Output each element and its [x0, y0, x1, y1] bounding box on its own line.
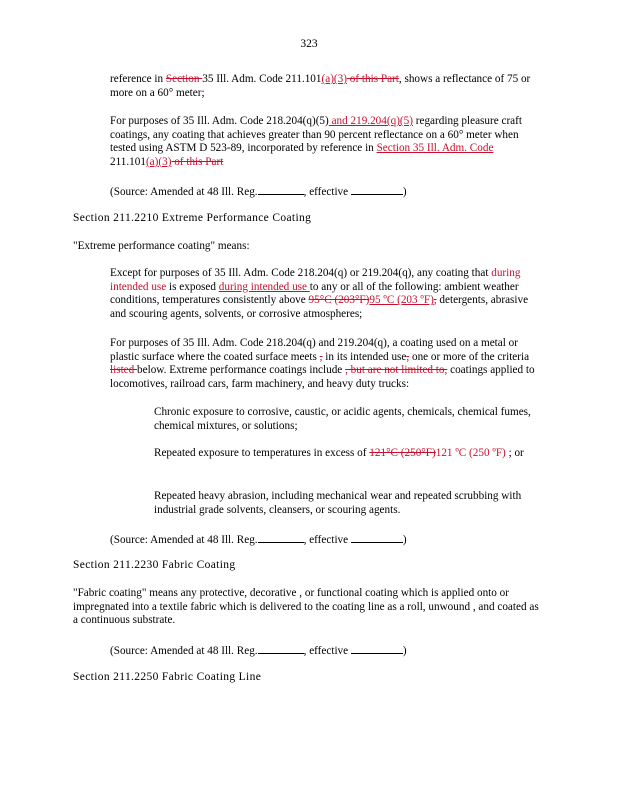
criterion-abrasion: Repeated heavy abrasion, including mechanical wear and repeated scrubbing with industrial grade solvents, cleansers, or scouring agents. [154, 490, 522, 516]
text: , shows a reflectance of 75 or more on a 60° meter; [110, 73, 531, 99]
deleted-text: 95°C (203°F) [308, 294, 370, 307]
text: one or more of the criteria [409, 350, 530, 363]
text: below. Extreme performance coatings include [137, 364, 346, 377]
inserted-text: (a)(3) [321, 73, 347, 85]
blank-line [351, 532, 403, 543]
text: to any or all of the following: ambient weather conditions, temperatures consistently above [110, 280, 519, 307]
definition-fabric-coating: "Fabric coating" means any protective, decorative , or functional coating which is applied onto or impregnated into a textile fabric which is delivered to the coating line as a roll, unwound , and coated as a continuous substrate. [73, 587, 539, 627]
section-heading-2250: Section 211.2250 Fabric Coating Line [73, 671, 262, 683]
text: (Source: Amended at 48 Ill. Reg. [110, 534, 258, 546]
section-heading-2210: Section 211.2210 Extreme Performance Coating [73, 212, 312, 224]
text: in its intended use [322, 350, 407, 363]
deleted-text: , [406, 350, 410, 363]
source-note-3 [110, 643, 540, 659]
deleted-text: , but are not limited to, [345, 364, 448, 377]
blank-line [258, 532, 304, 543]
text: 211.101 [110, 155, 146, 168]
deleted-text: Section [165, 73, 203, 85]
page-number: 323 [300, 38, 318, 50]
inserted-text: Section 35 Ill. Adm. Code [376, 142, 494, 155]
text: Except for purposes of 35 Ill. Adm. Code 218.204(q) or 219.204(q), any coating that [110, 267, 492, 279]
text: regarding pleasure craft coatings, any coating that achieves greater than 90 percent reflectance on a 60° meter when tested using ASTM D 523-89, incorporated by reference in [110, 115, 522, 155]
deleted-text: , [319, 350, 323, 363]
blank-line [258, 184, 304, 195]
paragraph-exposure [110, 267, 540, 321]
text: (Source: Amended at 48 Ill. Reg. [110, 645, 258, 657]
deleted-text: listed [110, 364, 138, 377]
text: ) [402, 186, 407, 198]
text: detergents, abrasive and scouring agents, solvents, or corrosive atmospheres; [110, 294, 529, 320]
text: 35 Ill. Adm. Code 211.101 [202, 73, 322, 85]
deleted-text: 121°C (250°F) [369, 447, 436, 459]
text: Repeated exposure to temperatures in excess of [154, 447, 370, 459]
section-heading-2230: Section 211.2230 Fabric Coating [73, 559, 236, 571]
inserted-text: during intended use [218, 280, 310, 293]
text: is exposed [166, 280, 219, 293]
paragraph-reflectance-1 [110, 73, 540, 100]
text: , effective [303, 645, 351, 657]
text: , effective [303, 534, 351, 546]
revision-text: during intended use [110, 267, 521, 293]
source-note-1 [110, 184, 540, 200]
text: reference in [110, 73, 166, 85]
inserted-text: 95 ºC (203 ºF) [369, 294, 434, 307]
blank-line [351, 643, 403, 654]
blank-line [258, 643, 304, 654]
paragraph-pleasure-craft [110, 115, 540, 169]
deleted-text: , [433, 294, 437, 307]
criterion-temperature [154, 447, 534, 461]
deleted-text: of this Part [171, 155, 224, 168]
criterion-chronic-exposure: Chronic exposure to corrosive, caustic, or acidic agents, chemicals, chemical fumes, chemical mixtures, or solutions; [154, 406, 531, 432]
text: ) [402, 645, 407, 657]
blank-line [351, 184, 403, 195]
text: coatings applied to locomotives, railroad cars, farm machinery, and heavy duty trucks: [110, 364, 535, 390]
text: ) [402, 534, 407, 546]
revision-text: 121 ºC (250 ºF) [435, 447, 506, 459]
paragraph-criteria [110, 337, 540, 391]
inserted-text: and 219.204(q)(5) [328, 115, 413, 127]
deleted-text: of this Part [346, 73, 399, 85]
text: , effective [303, 186, 351, 198]
text: For purposes of 35 Ill. Adm. Code 218.204(q)(5) [110, 115, 329, 127]
definition-intro-2210: "Extreme performance coating" means: [73, 240, 250, 252]
inserted-text: (a)(3) [145, 155, 172, 168]
text: (Source: Amended at 48 Ill. Reg. [110, 186, 258, 198]
source-note-2 [110, 532, 540, 548]
text: ; or [505, 447, 524, 459]
text: For purposes of 35 Ill. Adm. Code 218.204(q) and 219.204(q), a coating used on a metal or plastic surface where the coated surface meets [110, 337, 518, 363]
